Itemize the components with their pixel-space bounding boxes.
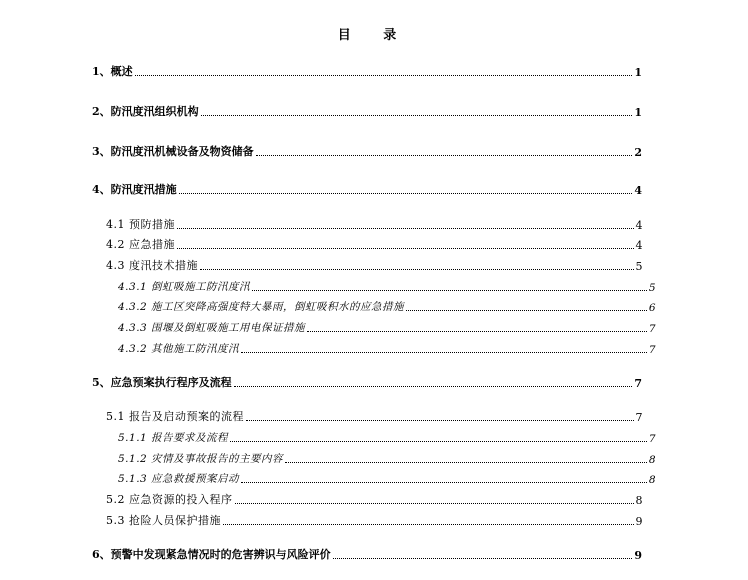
toc-entry-page: 7 (634, 377, 642, 390)
dot-leader (307, 331, 647, 332)
toc-entry[interactable] (106, 512, 643, 528)
toc-entry-label: 4.3.2 其他施工防汛度汛 (118, 343, 240, 355)
dot-leader (234, 386, 633, 387)
dot-leader (177, 228, 634, 229)
toc-entry-label: 5.1 报告及启动预案的流程 (106, 410, 244, 423)
dot-leader (246, 420, 634, 421)
toc-entry-page: 8 (635, 494, 643, 507)
toc-entry-page: 9 (634, 549, 642, 562)
toc-entry[interactable] (118, 429, 656, 445)
dot-leader (200, 269, 634, 270)
toc-entry[interactable] (106, 257, 643, 273)
toc-entry-page: 1 (634, 106, 642, 119)
toc-entry-page: 4 (634, 184, 642, 197)
toc-entry-page: 6 (648, 302, 656, 314)
toc-entry-label: 4.3.3 围堰及倒虹吸施工用电保证措施 (118, 322, 306, 334)
toc-entry-label: 1、概述 (92, 65, 133, 78)
toc-entry-label: 4.3.2 施工区突降高强度特大暴雨，倒虹吸积水的应急措施 (118, 301, 405, 313)
toc-entry[interactable] (92, 181, 642, 197)
toc-entry-page: 7 (648, 344, 656, 356)
toc-entry-label: 4.3 度汛技术措施 (106, 259, 198, 272)
toc-entry-label: 5.2 应急资源的投入程序 (106, 493, 233, 506)
toc-entry[interactable] (106, 491, 643, 507)
toc-entry[interactable] (118, 340, 656, 356)
dot-leader (241, 352, 647, 353)
toc-entry[interactable] (106, 236, 643, 252)
toc-entry[interactable] (92, 103, 642, 119)
toc-entry-label: 3、防汛度汛机械设备及物资储备 (92, 145, 254, 158)
toc-entry-label: 4.3.1 倒虹吸施工防汛度汛 (118, 281, 251, 293)
toc-entry-page: 2 (634, 146, 642, 159)
toc-entry[interactable] (118, 319, 656, 335)
dot-leader (256, 155, 633, 156)
toc-entry-label: 5、应急预案执行程序及流程 (92, 376, 232, 389)
toc-entry-page: 4 (635, 219, 643, 232)
toc-entry[interactable] (106, 408, 643, 424)
dot-leader (252, 290, 647, 291)
dot-leader (179, 193, 633, 194)
dot-leader (201, 115, 633, 116)
toc-entry-label: 5.1.2 灾情及事故报告的主要内容 (118, 453, 284, 465)
dot-leader (285, 462, 647, 463)
toc-entry-label: 4.1 预防措施 (106, 218, 175, 231)
dot-leader (177, 248, 634, 249)
dot-leader (241, 482, 647, 483)
toc-entry[interactable] (118, 298, 656, 314)
dot-leader (235, 503, 634, 504)
toc-entry-page: 7 (648, 323, 656, 335)
toc-title: 目 录 (337, 28, 411, 43)
toc-entry[interactable] (92, 546, 642, 562)
toc-entry[interactable] (118, 470, 656, 486)
toc-entry-label: 5.3 抢险人员保护措施 (106, 514, 221, 527)
toc-entry-page: 8 (648, 454, 656, 466)
toc-entry-page: 1 (634, 66, 642, 79)
toc-entry-page: 5 (648, 282, 656, 294)
toc-entry[interactable] (92, 143, 642, 159)
dot-leader (333, 558, 633, 559)
toc-entry-label: 5.1.1 报告要求及流程 (118, 432, 229, 444)
toc-entry[interactable] (118, 278, 656, 294)
toc-entry-label: 4、防汛度汛措施 (92, 183, 177, 196)
dot-leader (135, 75, 633, 76)
toc-entry[interactable] (92, 374, 642, 390)
toc-entry[interactable] (92, 63, 642, 79)
toc-entry-label: 4.2 应急措施 (106, 238, 175, 251)
toc-entry[interactable] (106, 216, 643, 232)
toc-entry-page: 5 (635, 260, 643, 273)
toc-entry-label: 2、防汛度汛组织机构 (92, 105, 199, 118)
toc-entry[interactable] (118, 450, 656, 466)
dot-leader (230, 441, 647, 442)
toc-entry-label: 5.1.3 应急救援预案启动 (118, 473, 240, 485)
toc-entry-page: 7 (648, 433, 656, 445)
toc-entry-page: 7 (635, 411, 643, 424)
toc-entry-page: 9 (635, 515, 643, 528)
toc-entry-page: 4 (635, 239, 643, 252)
toc-entry-label: 6、预警中发现紧急情况时的危害辨识与风险评价 (92, 548, 331, 561)
toc-entry-page: 8 (648, 474, 656, 486)
dot-leader (223, 524, 634, 525)
dot-leader (406, 310, 647, 311)
